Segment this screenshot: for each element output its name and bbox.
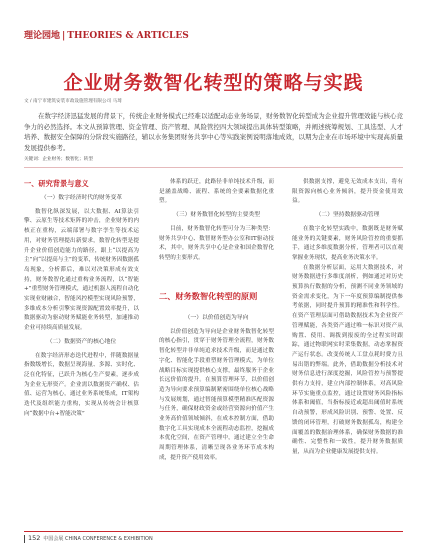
footer-divider — [24, 531, 403, 532]
footer-bar — [24, 535, 25, 543]
column-2 — [159, 178, 274, 264]
subsection-heading: （二）数据资产的核心地位 — [46, 338, 117, 345]
subsection-heading: （一）以价值创造为导向 — [184, 315, 249, 321]
column-1 — [24, 178, 139, 419]
paragraph: 体系的跃迁，此路径非单纯技术升级，而是涵盖战略、流程、系统的全要素数据化重塑。 — [159, 179, 274, 205]
paragraph: 目前，财务数智化转型可分为三种类型：财务共享中心、数智财务型办公室和IT驱动技术，其中，财务共享中心是企业和国企数智化转型的主要形式。 — [159, 225, 274, 261]
column-header: 理论园地 | THEORIES & ARTICLES — [24, 31, 189, 41]
subsection-heading: （二）坚持数据驱动管理 — [315, 212, 380, 219]
paragraph: 数智化纵深发展，以大数据、AI算法引擎、云原生等技术矩阵的冲击，企业财务的内核正在重构，云端部署与数字孪生等技术运用，对财务管理提出新要求，数智化转型是提升企业价值创造能力的路径，跟上“以提高为主”向“以提高与主”的变革，传统财务因数据孤岛现象，分析滞后，难以对决策形成有效支持，财务数智化通过重构业务流程，以“智能+”重塑财务管理模式，通过机器人流程自动化实现业财融合，智能风控模型实现风险预警，多维成本分析引擎实现资源配置效率提升，以数据驱动为驱动财务赋能业务转型，加速推动企业可持续高质量发展。 — [24, 208, 139, 332]
page-footer — [24, 534, 153, 543]
subsection-heading: （三）财务数智化转型的主要类型 — [173, 212, 260, 219]
section-heading-2: 二、财务数智化转型的原则 — [159, 291, 258, 301]
abstract: 在数字经济迅猛发展的背景下，传统企业财务模式已经难以适配动态业务场景，财务数智化转型成为企业提升管理效能与核心竞争力的必然选择。本文从预算管理、资金管理、资产管理、风险管控四大领域提出具体转型策略，并阐述统筹规划、工具选型、人才培养、数据安全保障的分阶段实施路径，辅以水务集团财务共享中心等实践案例说明落地成效，以期为企业在市场环境中实现高质量发展提供参考。 — [24, 112, 403, 152]
paragraph: 在数据分析层面，运用大数据技术，对财务数据进行多维度剖析，例如通过对历史预算执行数据的分析，预测不同业务领域的资金需求变化，为下一年度预算编制提供参考依据，同时提升预算的精准性和科学性。在资产管理层面可借助数据技术为企业资产管理赋能，各类资产通过唯一标识对资产从购置、使用、调拨到报废的全过程实时跟踪，通过物联网实时采集数据，动态掌握资产运行状态。改变传统人工盘点耗时费力且易出错的弊端。此外，借助数据分析技术对财务信息进行深度挖掘，风险管控与预警提供有力支持，建立内部控制体系，对高风险环节实施重点监控，通过设置财务风险指标体系和阈值，当指标接近或超出阈值时系统自动预警，形成风险识别、预警、处置、反馈的闭环管理，打破财务数据孤岛，构建全面覆盖的数据治理体系，确保财务数据的准确性、完整性和一致性，提升财务数据质量，从而为企业健康发展提供支持。 — [292, 264, 403, 455]
article-title: 企业财务数智化转型的策略与实践 — [63, 72, 364, 94]
subsection-heading: （一）数字经济时代的财务变革 — [40, 195, 123, 201]
author-line: 文 / 南宁市建筑安装市政设施管理有限公司 马琦 — [24, 99, 122, 104]
paragraph: 在数字化转型实践中，数据既是财务赋能业务的关键要素，财务风险管控的重要抓手，通过多维度数据分析，管理者可以直观掌握业务现状，提高业务决策水平。 — [292, 225, 403, 261]
column-3 — [292, 178, 403, 458]
column-name-en: THEORIES & ARTICLES — [67, 31, 189, 41]
paragraph: 在数字经济形态迭代进程中，伴随数据量指数级增长，数据呈现海量、多源、实时化、泛在化特征，已跃升为核心生产要素，逐步成为企业无形资产。企业需以数据资产确权、估值、运营为核心，通过业务系统集成，IT架构迭代及组织能力重构，实现从传统会计核算向“数据中台+智能决策” — [24, 352, 139, 417]
journal-name: 中国会展 CHINA CONFERENCE & EXHIBITION — [43, 536, 153, 542]
paragraph: 供数据支撑，避免无效成本支出，将有限资源向核心业务倾斜，提升资金使用效益。 — [292, 179, 403, 205]
column-2-continued — [159, 310, 274, 464]
column-name: 理论园地 — [24, 31, 61, 41]
paragraph: 以价值创造为导向是企业财务数智化转型的核心指引，贯穿于财务管理全流程，财务数智化转型并非单纯追求技术升级，而是通过数字化、智能化手段重塑财务管理模式，为单位战略目标实现提供核心支撑，最终服务于企业长远价值的提升。在预算管理环节，以价值创造为导向要求预算编制紧密围绕单位核心战略与发展规划，通过智能预算模型精准匹配资源与任务，确保财政资金或经营资源向价值产生业务高价值领域倾斜，在成本控制方面，借助数字化工具实现成本全流程动态监控，挖掘成本优化空间，在资产管理中，通过建立全生命周期管理体系，清晰呈现各业务环节成本构成，提升资产使用效率。 — [159, 328, 274, 461]
divider — [24, 167, 403, 168]
keywords: 关键词：企业财务；数智化；转型 — [24, 157, 93, 162]
page-number: 152 — [28, 534, 41, 542]
section-heading: 一、研究背景与意义 — [24, 179, 89, 188]
